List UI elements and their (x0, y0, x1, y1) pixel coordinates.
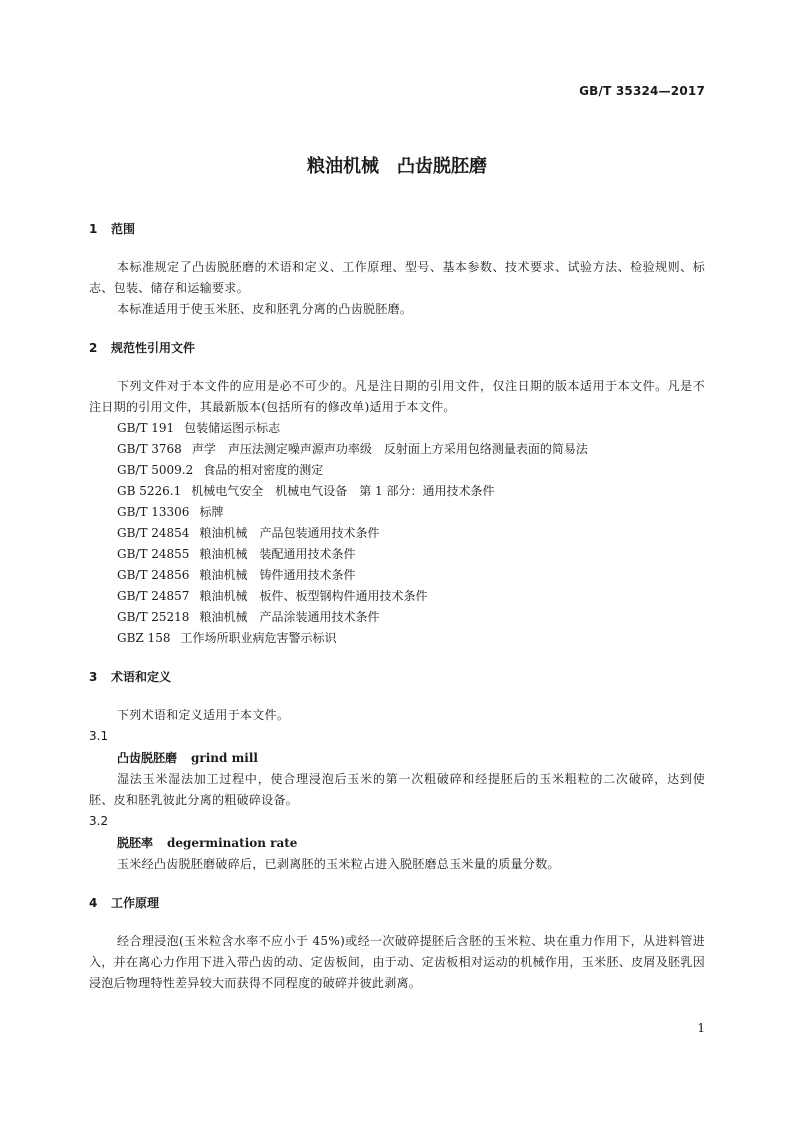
reference-item (89, 544, 705, 565)
section-number: 3 (89, 670, 98, 684)
term-entry (89, 747, 705, 769)
term-number: 3.2 (89, 814, 109, 828)
section-title: 工作原理 (111, 896, 160, 910)
reference-item (89, 418, 705, 439)
reference-title: 粮油机械 铸件通用技术条件 (199, 568, 356, 582)
term-entry (89, 832, 705, 854)
reference-title: 粮油机械 产品包装通用技术条件 (199, 526, 380, 540)
term-definition: 湿法玉米湿法加工过程中，使合理浸泡后玉米的第一次粗破碎和经提胚后的玉米粗粒的二次破碎，达到使胚、皮和胚乳彼此分离的粗破碎设备。 (89, 772, 705, 807)
section-title: 规范性引用文件 (111, 341, 196, 355)
section-4-heading (89, 893, 705, 913)
term-definition: 玉米经凸齿脱胚磨破碎后，已剥离胚的玉米粒占进入脱胚磨总玉米量的质量分数。 (117, 857, 560, 871)
reference-item (89, 502, 705, 523)
reference-item (89, 607, 705, 628)
reference-title: 机械电气安全 机械电气设备 第 1 部分：通用技术条件 (191, 484, 495, 498)
reference-item (89, 439, 705, 460)
reference-code: GB 5226.1 (117, 484, 182, 498)
reference-title: 粮油机械 装配通用技术条件 (199, 547, 356, 561)
scope-paragraph-1: 本标准规定了凸齿脱胚磨的术语和定义、工作原理、型号、基本参数、技术要求、试验方法、检验规则、标志、包装、储存和运输要求。 (89, 260, 705, 295)
page-number: 1 (697, 1021, 705, 1035)
scope-paragraph-2: 本标准适用于使玉米胚、皮和胚乳分离的凸齿脱胚磨。 (117, 302, 413, 316)
reference-code: GBZ 158 (117, 631, 171, 645)
reference-code: GB/T 13306 (117, 505, 190, 519)
reference-item (89, 481, 705, 502)
document-title: 粮油机械 凸齿脱胚磨 (307, 156, 487, 177)
reference-code: GB/T 25218 (117, 610, 190, 624)
reference-code: GB/T 24856 (117, 568, 190, 582)
reference-code: GB/T 3768 (117, 442, 182, 456)
reference-code: GB/T 5009.2 (117, 463, 194, 477)
reference-item (89, 460, 705, 481)
section-1-heading (89, 219, 705, 239)
reference-item (89, 586, 705, 607)
term-chinese: 脱胚率 (117, 836, 154, 850)
reference-title: 声学 声压法测定噪声源声功率级 反射面上方采用包络测量表面的简易法 (191, 442, 588, 456)
reference-code: GB/T 24857 (117, 589, 190, 603)
reference-item (89, 565, 705, 586)
reference-item (89, 628, 705, 649)
reference-list (89, 418, 705, 649)
term-number: 3.1 (89, 729, 109, 743)
document-body (89, 219, 705, 994)
section-3-heading (89, 667, 705, 687)
normative-references-intro: 下列文件对于本文件的应用是必不可少的。凡是注日期的引用文件，仅注日期的版本适用于本文件。凡是不注日期的引用文件，其最新版本(包括所有的修改单)适用于本文件。 (89, 379, 705, 414)
reference-title: 工作场所职业病危害警示标识 (180, 631, 337, 645)
section-2-heading (89, 338, 705, 358)
section-number: 2 (89, 341, 98, 355)
reference-code: GB/T 191 (117, 421, 175, 435)
reference-item (89, 523, 705, 544)
reference-title: 粮油机械 板件、板型钢构件通用技术条件 (199, 589, 428, 603)
reference-title: 标牌 (199, 505, 224, 519)
term-chinese: 凸齿脱胚磨 (117, 751, 178, 765)
section-number: 4 (89, 896, 98, 910)
reference-title: 食品的相对密度的测定 (203, 463, 324, 477)
standard-code: GB/T 35324—2017 (579, 84, 705, 98)
section-title: 范围 (111, 222, 136, 236)
section-number: 1 (89, 222, 98, 236)
section-title: 术语和定义 (111, 670, 172, 684)
reference-code: GB/T 24855 (117, 547, 190, 561)
reference-title: 包装储运图示标志 (184, 421, 281, 435)
terms-intro: 下列术语和定义适用于本文件。 (117, 708, 290, 722)
working-principle-paragraph: 经合理浸泡(玉米粒含水率不应小于 45%)或经一次破碎提胚后含胚的玉米粒、块在重力作用下，从进料管进入，并在离心力作用下进入带凸齿的动、定齿板间，由于动、定齿板相对运动的机械作用，玉米胚、皮屑及胚乳因浸泡后物理特性差异较大而获得不同程度的破碎并彼此剥离。 (89, 934, 705, 990)
reference-title: 粮油机械 产品涂装通用技术条件 (199, 610, 380, 624)
term-english: degermination rate (167, 836, 298, 850)
term-english: grind mill (191, 751, 258, 765)
reference-code: GB/T 24854 (117, 526, 190, 540)
